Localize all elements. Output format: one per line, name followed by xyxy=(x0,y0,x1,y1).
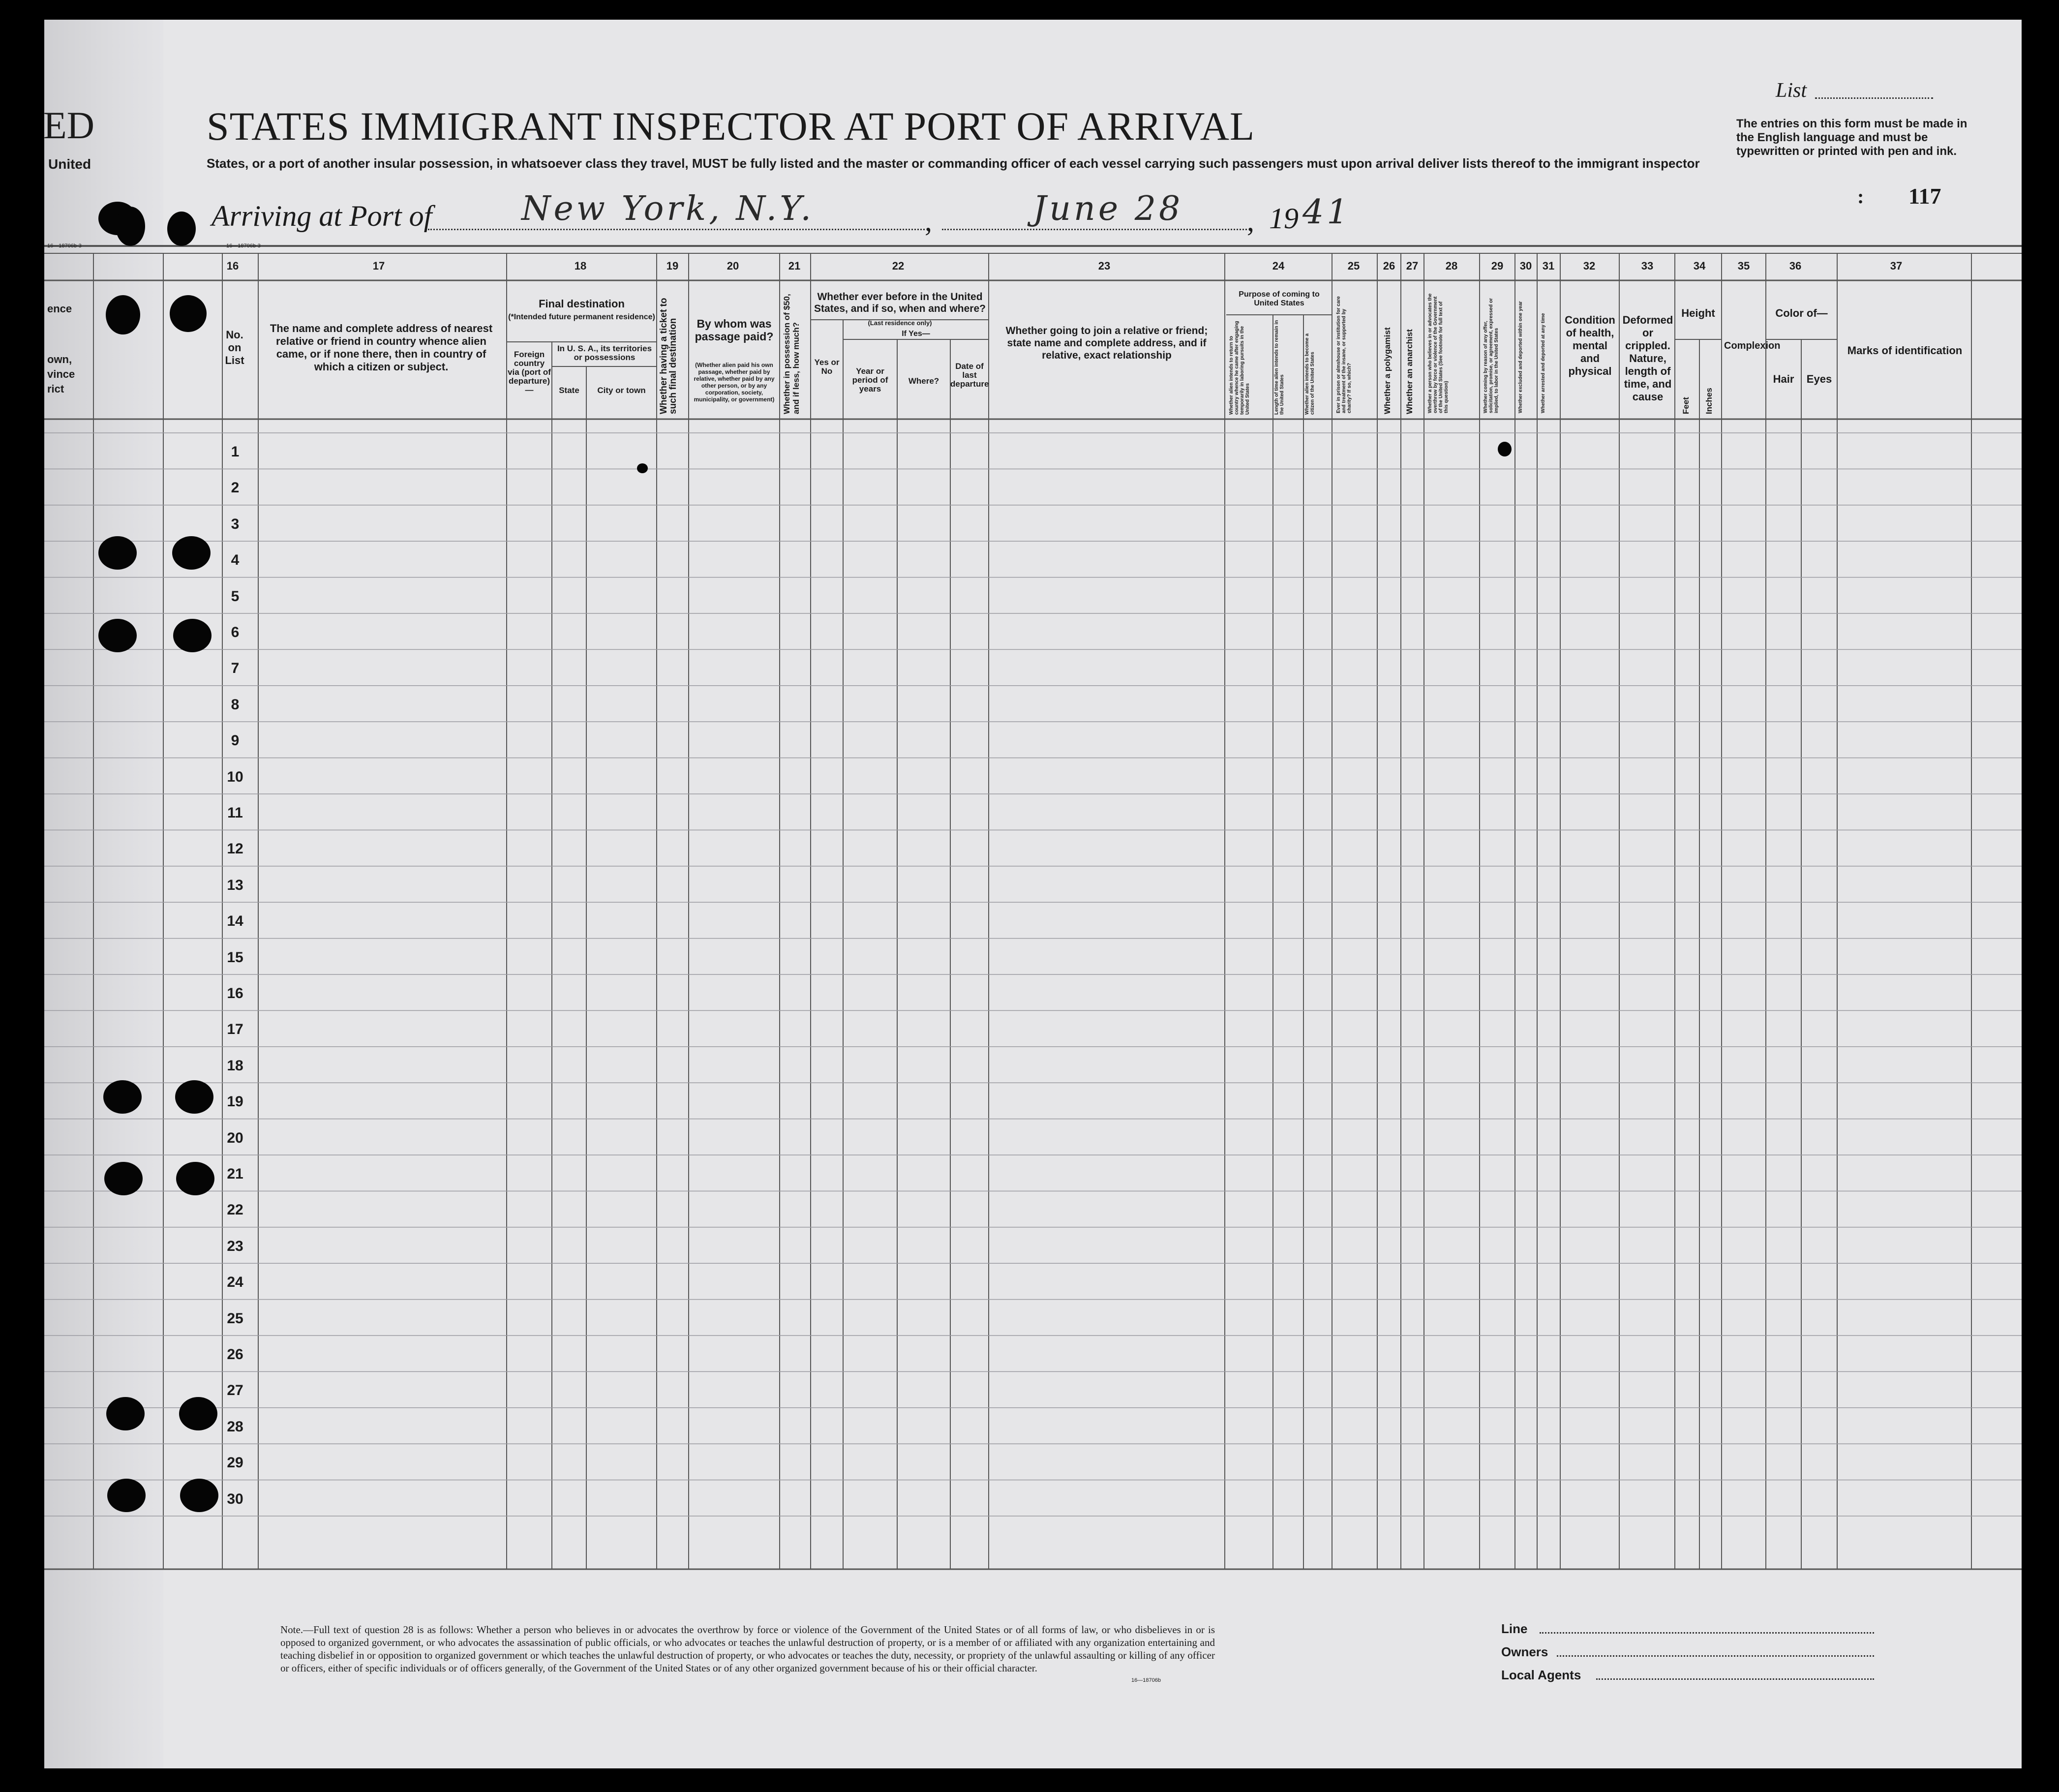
page-title: STATES IMMIGRANT INSPECTOR AT PORT OF ARRIVAL xyxy=(207,104,1255,149)
column-number: 31 xyxy=(1542,260,1555,272)
punch-hole xyxy=(172,536,211,570)
column-number: 17 xyxy=(372,260,385,272)
column-number: 35 xyxy=(1737,260,1750,272)
form-code-left-2: 16—18706b-3 xyxy=(226,243,261,249)
comma: , xyxy=(925,205,932,237)
header-col-22-title: Whether ever before in the United States, and if so, when and where? xyxy=(814,291,986,314)
header-col-19: Whether having a ticket to such final destination xyxy=(659,298,678,414)
header-col-24-b: Length of time alien intends to remain in the United States xyxy=(1274,320,1285,415)
column-number: 28 xyxy=(1445,260,1458,272)
punch-hole xyxy=(176,1162,214,1195)
column-number: 26 xyxy=(1383,260,1395,272)
header-col-34-feet: Feet xyxy=(1681,397,1691,414)
comma-2: , xyxy=(1247,205,1254,237)
header-col-26: Whether a polygamist xyxy=(1383,327,1392,414)
punch-hole xyxy=(106,1397,145,1430)
punch-hole xyxy=(179,1397,217,1430)
row-number: 12 xyxy=(227,841,243,857)
list-field-line xyxy=(1815,97,1933,99)
row-number: 11 xyxy=(227,805,243,821)
column-number: 18 xyxy=(574,260,587,272)
column-number: 32 xyxy=(1583,260,1596,272)
header-col-22-year: Year or period of years xyxy=(852,366,888,394)
instructions: The entries on this form must be made in the English language and must be typewritten or printed with pen and ink. xyxy=(1736,117,1968,158)
row-number: 29 xyxy=(227,1455,243,1471)
column-number: 34 xyxy=(1693,260,1706,272)
ink-blot xyxy=(637,463,648,473)
punch-hole xyxy=(170,295,207,332)
header-col-30: Whether excluded and deported within one year xyxy=(1518,301,1523,413)
footer-local-agents-field xyxy=(1596,1678,1874,1680)
header-col-34-inches: Inches xyxy=(1704,388,1714,414)
header-no-on-list: No. on List xyxy=(225,329,244,366)
port-line xyxy=(428,229,925,230)
header-col-34-title: Height xyxy=(1681,307,1715,319)
column-number: 23 xyxy=(1098,260,1111,272)
header-col-21: Whether in possession of $50, and if less, how much? xyxy=(782,294,801,414)
column-number: 27 xyxy=(1406,260,1419,272)
date-line xyxy=(942,229,1247,230)
page-subtitle: States, or a port of another insular possession, in whatsoever class they travel, MUST be fully listed and the master or commanding officer of each vessel carrying such passengers must upon arrival deliver lists thereof to the immigrant inspector xyxy=(207,156,1700,171)
header-col-22-date: Date of last departure xyxy=(950,362,989,389)
punch-hole xyxy=(104,1162,143,1195)
row-number: 7 xyxy=(231,660,240,677)
port-handwritten: New York, N.Y. xyxy=(521,189,814,228)
row-number: 18 xyxy=(227,1057,243,1074)
left-header-fragment-3: vince xyxy=(47,368,75,380)
footer-owners-label: Owners xyxy=(1501,1644,1548,1659)
row-number: 30 xyxy=(227,1490,243,1507)
date-handwritten: June 28 xyxy=(1033,189,1183,228)
header-col-25: Ever in prison or almshouse or institution for care and treatment of the insane, or supported by charity? If so, which? xyxy=(1336,296,1352,413)
list-number-mark: : xyxy=(1857,185,1864,208)
footnote: Note.—Full text of question 28 is as follows: Whether a person who believes in or advocates the overthrow by force or violence of the Government of the United States or of all forms of law, or who disbelieves in or is opposed to organized government, or who advocates the assassination of public officials, or who advocates or teaches the unlawful destruction of property, or is a member of or affiliated with any organization entertaining and teaching disbelief in or opposition to organized government or which teaches the unlawful destruction of property, or who advocates or teaches the duty, necessity, or propriety of the unlawful assaulting or killing of any officer or officers, either of specific individuals or of officers generally, of the Government of the United States or of any other organized government because of his or their official character. xyxy=(280,1624,1215,1674)
row-number: 15 xyxy=(227,949,243,966)
header-col-24-title: Purpose of coming to United States xyxy=(1239,290,1320,307)
column-number: 36 xyxy=(1789,260,1802,272)
header-col-28: Whether a person who believes in or advocates the overthrow by force or violence of the Government of the United States (See footnote for full text of this question) xyxy=(1427,293,1449,413)
column-number: 21 xyxy=(788,260,801,272)
column-number: 25 xyxy=(1347,260,1360,272)
left-header-fragment-1: ence xyxy=(47,303,72,315)
row-number: 26 xyxy=(227,1346,243,1363)
row-number: 8 xyxy=(231,696,240,713)
header-col-22-note: (Last residence only) xyxy=(868,319,932,327)
punch-hole xyxy=(116,207,145,246)
header-col-18-foreign: Foreign country via (port of departure)— xyxy=(508,350,551,395)
header-col-24-a: Whether alien intends to return to country whence he came after engaging temporarily in laboring pursuits in the United States xyxy=(1229,321,1250,415)
row-number: 27 xyxy=(227,1382,243,1399)
header-col-33: Deformed or crippled. Nature, length of time, and cause xyxy=(1622,314,1673,403)
header-col-32: Condition of health, mental and physical xyxy=(1565,314,1615,377)
punch-hole xyxy=(98,536,137,570)
row-number: 1 xyxy=(231,444,240,460)
header-col-29: Whether coming by reason of any offer, solicitation, promise, or agreement, expressed or implied, to labor in the United States xyxy=(1483,298,1499,413)
row-number: 22 xyxy=(227,1202,243,1218)
header-col-23: Whether going to join a relative or friend; state name and complete address, and if relative, exact relationship xyxy=(1005,325,1208,361)
year-printed: 19 xyxy=(1269,202,1299,235)
left-subtitle-fragment: United xyxy=(48,156,91,172)
header-col-36-eyes: Eyes xyxy=(1806,373,1832,385)
row-number: 3 xyxy=(231,516,240,532)
punch-hole xyxy=(106,295,140,334)
header-col-20-note: (Whether alien paid his own passage, whether paid by relative, whether paid by any other person, or by any corporation, society, municipality, or government) xyxy=(694,362,775,403)
column-number: 19 xyxy=(666,260,679,272)
column-number: 24 xyxy=(1272,260,1285,272)
left-title-fragment: ED xyxy=(43,104,94,147)
row-number: 19 xyxy=(227,1093,243,1110)
punch-hole xyxy=(173,619,212,652)
column-number: 16 xyxy=(226,260,239,272)
header-col-18-state: State xyxy=(559,386,579,395)
header-col-37: Marks of identification xyxy=(1847,344,1963,357)
punch-hole xyxy=(167,212,196,246)
row-number: 17 xyxy=(227,1021,243,1038)
header-col-35: Complexion xyxy=(1724,340,1781,351)
header-col-18-city: City or town xyxy=(597,386,646,395)
punch-hole xyxy=(175,1080,213,1114)
column-number: 33 xyxy=(1641,260,1654,272)
punch-hole xyxy=(180,1479,218,1512)
header-col-36-hair: Hair xyxy=(1773,373,1794,385)
header-col-31: Whether arrested and deported at any time xyxy=(1541,313,1546,413)
footer-owners-field xyxy=(1557,1655,1874,1657)
footer-line-field xyxy=(1540,1632,1874,1634)
footer-local-agents-label: Local Agents xyxy=(1501,1668,1581,1682)
header-col-22-ifyes: If Yes— xyxy=(902,330,930,338)
row-number: 9 xyxy=(231,732,240,749)
row-number: 14 xyxy=(227,913,243,930)
column-number: 37 xyxy=(1890,260,1903,272)
punch-hole xyxy=(107,1479,146,1512)
header-col-27: Whether an anarchist xyxy=(1405,329,1414,414)
left-header-fragment-2: own, xyxy=(47,353,72,365)
form-code-left: 16—18706b-3 xyxy=(47,243,82,249)
row-number: 6 xyxy=(231,624,240,640)
header-col-36-title: Color of— xyxy=(1775,307,1828,319)
column-number: 22 xyxy=(892,260,905,272)
list-number: 117 xyxy=(1908,183,1941,209)
row-number: 23 xyxy=(227,1238,243,1254)
header-col-24-c: Whether alien intends to become a citizen of the United States xyxy=(1304,333,1315,415)
ink-blot xyxy=(1498,442,1512,456)
punch-hole xyxy=(103,1080,142,1114)
column-number: 29 xyxy=(1491,260,1504,272)
header-col-22-yesno: Yes or No xyxy=(814,358,840,376)
row-number: 2 xyxy=(231,480,240,496)
row-number: 20 xyxy=(227,1129,243,1146)
row-number: 5 xyxy=(231,588,240,605)
row-number: 25 xyxy=(227,1310,243,1327)
row-number: 4 xyxy=(231,552,240,569)
header-col-18-title: Final destination xyxy=(539,298,625,310)
punch-hole xyxy=(98,619,137,652)
row-number: 24 xyxy=(227,1274,243,1291)
column-number: 20 xyxy=(727,260,739,272)
row-number: 13 xyxy=(227,877,243,893)
left-header-fragment-4: rict xyxy=(47,383,64,395)
footnote-code: 16—18706b xyxy=(1131,1677,1161,1683)
row-number: 10 xyxy=(227,768,243,785)
header-col-17: The name and complete address of nearest relative or friend in country whence alien came, or if none there, then in country of which a citizen or subject. xyxy=(270,322,493,373)
header-col-18-note: (*Intended future permanent residence) xyxy=(508,313,655,321)
list-label: List xyxy=(1776,79,1807,102)
footer-line-label: Line xyxy=(1501,1621,1528,1636)
header-col-18-usa: In U. S. A., its territories or possessions xyxy=(557,344,652,362)
row-number: 28 xyxy=(227,1418,243,1435)
row-number: 21 xyxy=(227,1166,243,1182)
header-col-20-title: By whom was passage paid? xyxy=(695,317,774,343)
header-col-22-where: Where? xyxy=(908,376,939,386)
column-number: 30 xyxy=(1519,260,1532,272)
arriving-label: Arriving at Port of xyxy=(212,200,432,232)
row-number: 16 xyxy=(227,985,243,1002)
year-handwritten: 41 xyxy=(1302,193,1351,232)
